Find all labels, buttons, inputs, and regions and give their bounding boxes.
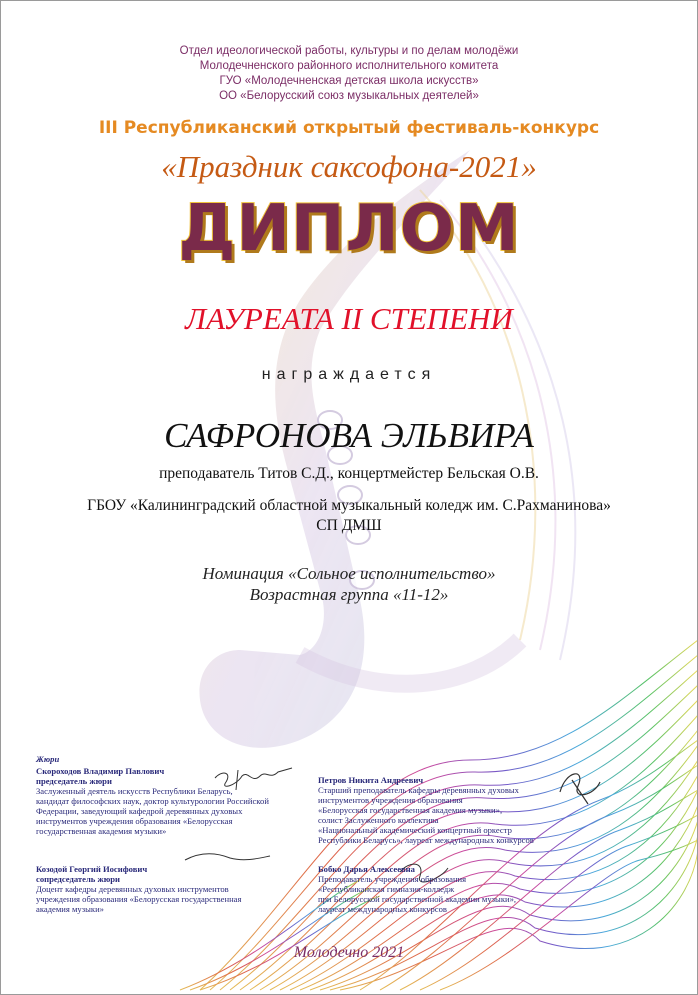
jury-member-detail: кандидат философских наук, доктор культурологии Российской [36, 796, 269, 806]
jury-label: Жюри [36, 754, 60, 764]
jury-member-detail: Республики Беларусь», лауреат международных конкурсов [318, 835, 534, 845]
recipient-name: САФРОНОВА ЭЛЬВИРА [164, 416, 534, 455]
awarded-label: награждается [261, 366, 437, 383]
jury-member-name: Скороходов Владимир Павлович [36, 766, 165, 776]
jury-member-skorokhodov [36, 766, 296, 836]
jury-member-detail: академия музыки» [36, 904, 104, 914]
jury-member-detail: Преподаватель учреждения образования [318, 874, 467, 884]
jury-member-detail: Заслуженный деятель искусств Республики Беларусь, [36, 786, 233, 796]
jury-member-detail: Старший преподаватель кафедры деревянных духовых [318, 785, 519, 795]
jury-member-detail: государственная академия музыки» [36, 826, 167, 836]
jury-member-kozodoy [36, 864, 296, 914]
jury-member-detail: «Республиканская гимназия-колледж [318, 884, 455, 894]
organizer-line-3: ГУО «Молодечненская детская школа искусств» [219, 75, 479, 87]
teachers-line: преподаватель Титов С.Д., концертмейстер Бельская О.В. [159, 465, 539, 482]
diploma-title: ДИПЛОМ [178, 192, 520, 266]
jury-member-bobko [318, 864, 578, 914]
jury-member-petrov [318, 775, 578, 845]
jury-member-role: сопредседатель жюри [36, 874, 121, 884]
signature-kozodoy [185, 854, 270, 860]
jury-member-name: Козодой Георгий Иосифович [36, 864, 148, 874]
jury-member-name: Бобко Дарья Алексеевна [318, 864, 415, 874]
jury-member-detail: инструментов учреждения образования «Белорусская [36, 816, 233, 826]
laureate-degree: ЛАУРЕАТА II СТЕПЕНИ [185, 301, 513, 336]
organizer-line-4: ОО «Белорусский союз музыкальных деятелей» [219, 90, 479, 102]
jury-member-detail: лауреат международных конкурсов [318, 904, 447, 914]
jury-member-detail: Доцент кафедры деревянных духовых инструментов [36, 884, 229, 894]
jury-member-role: председатель жюри [36, 776, 112, 786]
festival-heading: III Республиканский открытый фестиваль-конкурс [98, 118, 600, 138]
jury-member-detail: «Национальный академический концертный оркестр [318, 825, 512, 835]
jury-member-detail: «Белорусская государственная академия музыки», [318, 805, 503, 815]
jury-member-detail: при Белорусской государственной академии музыки», [318, 894, 517, 904]
school-line: ГБОУ «Калининградский областной музыкальный коледж им. С.Рахманинова» [87, 497, 611, 514]
nomination: Номинация «Сольное исполнительство» [202, 564, 496, 583]
jury-member-detail: учреждения образования «Белорусская государственная [36, 894, 242, 904]
festival-title: «Праздник саксофона-2021» [161, 149, 537, 184]
school-subdivision: СП ДМШ [316, 517, 382, 534]
jury-member-name: Петров Никита Андреевич [318, 775, 424, 785]
jury-member-detail: инструментов учреждения образования [318, 795, 463, 805]
organizer-line-2: Молодечненского районного исполнительного комитета [199, 60, 499, 72]
organizer-line-1: Отдел идеологической работы, культуры и по делам молодёжи [179, 45, 519, 57]
place-and-year: Молодечно 2021 [293, 944, 405, 961]
jury-member-detail: солист Заслуженного коллектива [318, 815, 439, 825]
jury-member-detail: Федерации, заведующий кафедрой деревянных духовых [36, 806, 243, 816]
age-group: Возрастная группа «11-12» [249, 585, 449, 604]
